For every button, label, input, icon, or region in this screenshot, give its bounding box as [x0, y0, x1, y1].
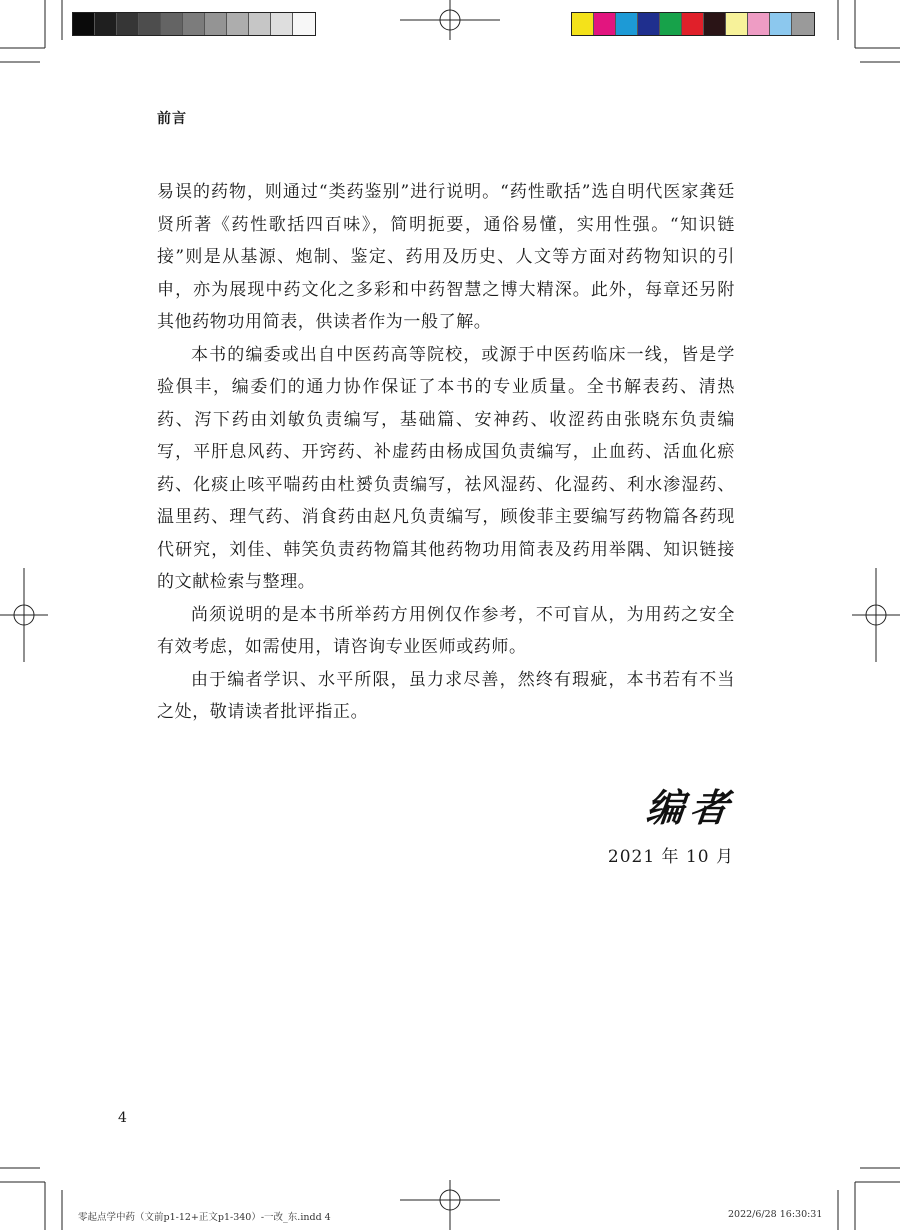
date: 2021 年 10 月 — [607, 847, 734, 867]
signature-block — [607, 784, 737, 867]
slug-file-name: 零起点学中药（文前p1-12+正文p1-340）-一改_东.indd 4 — [78, 1212, 331, 1223]
paragraph: 由于编者学识、水平所限，虽力求尽善，然终有瑕疵，本书若有不当之处，敬请读者批评指正。 — [157, 669, 735, 722]
editor-signature: 编者 — [643, 785, 737, 830]
paragraph: 易误的药物，则通过“类药鉴别”进行说明。“药性歌括”选自明代医家龚廷贤所著《药性歌括四百味》，简明扼要，通俗易懂，实用性强。“知识链接”则是从基源、炮制、鉴定、药用及历史、人文等方面对药物知识的引申，亦为展现中药文化之多彩和中药智慧之博大精深。此外，每章还另附其他药物功用简表，供读者作为一般了解。 — [157, 182, 735, 332]
slug-timestamp: 2022/6/28 16:30:31 — [728, 1209, 823, 1220]
paragraph: 尚须说明的是本书所举药方用例仅作参考，不可盲从，为用药之安全有效考虑，如需使用，请咨询专业医师或药师。 — [157, 604, 735, 657]
paragraph: 本书的编委或出自中医药高等院校，或源于中医药临床一线，皆是学验俱丰，编委们的通力协作保证了本书的专业质量。全书解表药、清热药、泻下药由刘敏负责编写，基础篇、安神药、收涩药由张晓东负责编写，平肝息风药、开窍药、补虚药由杨成国负责编写，止血药、活血化瘀药、化痰止咳平喘药由杜赟负责编写，祛风湿药、化湿药、利水渗湿药、温里药、理气药、消食药由赵凡负责编写，顾俊菲主要编写药物篇各药现代研究，刘佳、韩笑负责药物篇其他药物功用简表及药用举隅、知识链接的文献检索与整理。 — [157, 344, 735, 592]
page-number: 4 — [118, 1110, 127, 1126]
running-head: 前言 — [157, 111, 187, 127]
body-text — [157, 176, 735, 729]
